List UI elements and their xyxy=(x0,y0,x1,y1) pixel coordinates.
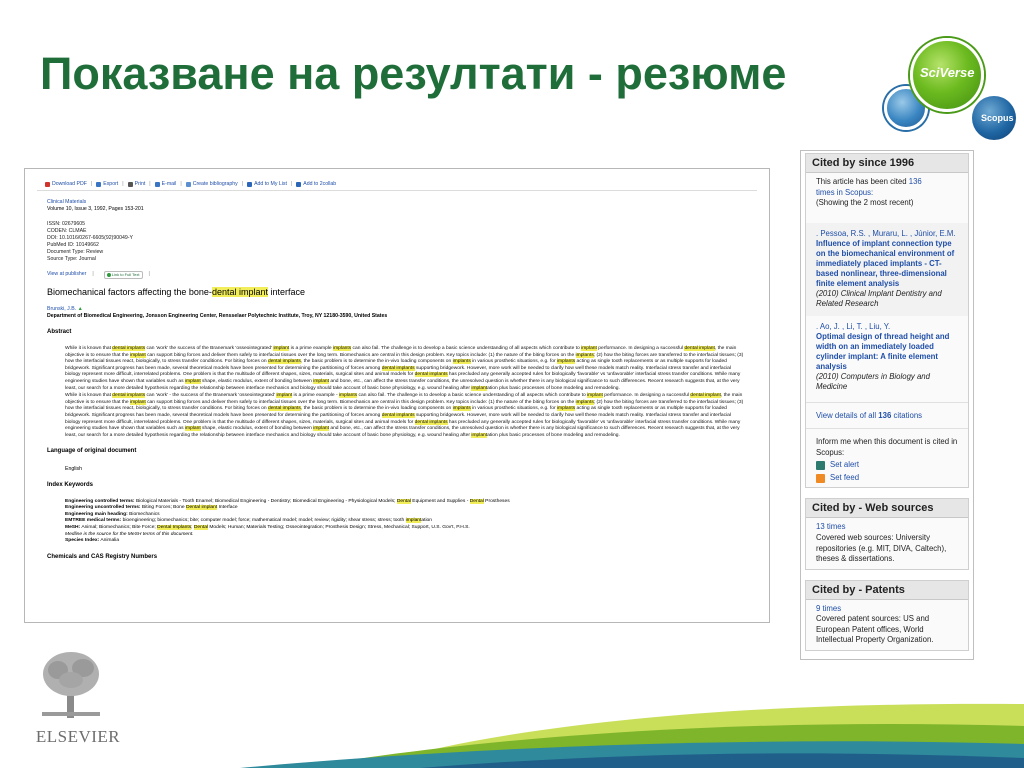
print-link[interactable]: Print xyxy=(128,181,146,188)
web-sources-title: Cited by - Web sources xyxy=(806,499,968,518)
search-term-highlight: implant xyxy=(313,378,329,384)
export-link[interactable]: Export xyxy=(96,181,118,188)
article-title: Biomechanical factors affecting the bone-dental implant interface xyxy=(47,286,306,297)
view-at-publisher-link[interactable]: View at publisher xyxy=(47,271,87,278)
search-term-highlight: dental implants xyxy=(112,393,146,399)
abstract-text xyxy=(47,346,747,440)
search-term-highlight: dental implants xyxy=(267,406,301,412)
keyword-row: Species Index: Animalia xyxy=(65,538,120,544)
meta-coden: CODEN: CLMAE xyxy=(47,228,87,235)
decorative-waves xyxy=(0,700,1024,768)
web-sources-box xyxy=(805,498,969,569)
keyword-row: Engineering main heading: Biomechanics xyxy=(65,511,160,517)
search-term-highlight: implant xyxy=(587,393,603,399)
web-sources-count-link[interactable]: 13 times xyxy=(816,522,846,532)
search-term-highlight: implants xyxy=(575,352,594,358)
search-term-highlight: Dental xyxy=(193,525,208,531)
set-feed-link[interactable]: Set feed xyxy=(816,473,958,484)
sciverse-logo-text: SciVerse xyxy=(920,65,975,80)
create-bibliography-link[interactable]: Create bibliography xyxy=(186,181,238,188)
cited-by-intro: This article has been cited 136 times in Scopus: (Showing the 2 most recent) xyxy=(816,177,922,208)
citation-item[interactable] xyxy=(806,223,968,316)
search-term-highlight: implant xyxy=(581,345,597,351)
citation-authors[interactable]: . Pessoa, R.S. , Muraru, L. , Júnior, E.M. xyxy=(816,228,956,238)
elsevier-logo xyxy=(26,650,130,750)
search-term-highlight: implant xyxy=(129,352,146,358)
abstract-heading: Abstract xyxy=(47,328,72,335)
meta-document-type: Document Type: Review xyxy=(47,249,104,256)
add-to-my-list-link[interactable]: Add to My List xyxy=(247,181,287,188)
search-term-highlight: Dental Implants xyxy=(157,525,192,531)
link-to-full-text-button[interactable]: Link to Full Text xyxy=(104,271,143,278)
patents-desc: Covered patent sources: US and European Patent offices, World Intellectual Property Organization. xyxy=(816,614,934,645)
publisher-links: View at publisher | Link to Full Text | xyxy=(47,271,150,278)
rss-feed-icon xyxy=(816,474,825,483)
search-term-highlight: Dental implant xyxy=(185,505,218,511)
view-all-citations-link[interactable]: View details of all 136 citations xyxy=(806,402,968,429)
abstract-paragraph: While it is known that dental implants can 'work' - the success of the Branemark 'osseointegrated' implant is a prime example - implants can also fail. The challenge is to develop a basic science understanding of all aspects which contribute to implant performance. In designing a successful dental implant, the main objective is to ensure that the implant can support biting forces and deliver them safely to interfacial tissues over the long term. Biomechanics are central in this design problem. Key topics include: (1) the nature of the biting forces on the implants; (2) how the biting forces are transferred to the interfacial tissues; (3) how the interfacial tissues react, biologically, to stress transfer conditions. For biting forces on dental implants, the basic problem is to determine the in-vivo loading components on implants in various prosthetic situations, e.g. for implants acting as single tooth replacements or as multiple supports for loaded bridgework. Significant progress has been made, several theoretical models have been presented for determining the partitioning of forces among dental implants supporting bridgework. However, more work will be needed to clarify how well these models match reality. Interfacial stress transfer and interfacial biology represent more difficult, interrelated problems. One problem is that the multitude of different shapes, sizes, materials, surgical sites and animal models for dental implants has precluded any generally accepted rules for biologically 'favorable' vs 'unfavorable' interfacial stress transfer conditions. While many engineering studies have shown that variables such as implant shape, elastic modulus, extent of bonding between implant and bone, etc., can affect the stress transfer conditions, the unresolved question is whether there is any biological significance to such differences. Recent research suggests that, at the very least, our search for a more detailed hypothesis regarding the relationship between interface mechanics and biology should take account of basic bone physiology, e.g. wound healing after implantation plus basic processes of bone modeling and remodeling. xyxy=(65,393,744,438)
search-term-highlight: implants xyxy=(556,406,576,412)
inform-text: Inform me when this document is cited in Scopus: xyxy=(816,437,958,457)
search-term-highlight: implants xyxy=(452,359,471,365)
patents-count-link[interactable]: 9 times xyxy=(816,603,842,613)
search-term-highlight: implant xyxy=(273,345,290,351)
search-term-highlight: dental implants xyxy=(381,412,415,418)
title-highlight: dental implant xyxy=(211,286,268,297)
search-term-highlight: implant xyxy=(313,426,329,432)
meta-source-type: Source Type: Journal xyxy=(47,256,96,263)
keyword-row: Engineering uncontrolled terms: Biting Forces; Bone Dental implant Interface xyxy=(65,505,238,511)
citation-title[interactable]: Optimal design of thread height and width on an immediately loaded cylinder implant: A finite element analysis xyxy=(816,331,950,372)
search-term-highlight: implants xyxy=(575,399,594,405)
set-alert-link[interactable]: Set alert xyxy=(816,460,958,471)
full-text-icon xyxy=(107,273,111,277)
search-term-highlight: implants xyxy=(338,393,358,399)
meta-doi: DOI: 10.1016/0267-6605(92)90049-Y xyxy=(47,235,133,242)
sciverse-scopus-logo xyxy=(884,38,1024,138)
author-link[interactable]: Brunski, J.B. xyxy=(47,305,77,312)
cited-by-box xyxy=(805,153,969,488)
cited-by-title: Cited by since 1996 xyxy=(806,154,968,173)
author-block xyxy=(47,306,747,313)
search-term-highlight: dental implant xyxy=(684,345,715,351)
keyword-row: MeSH: Animal; Biomechanics; Bite Force; Dental Implants; Dental Models; Human; Materials Testing; Osseointegration; Prosthesis Design; Stress, Mechanical; Support, U.S. Gov't, P.H.S. xyxy=(65,525,470,531)
download-pdf-link[interactable]: Download PDF xyxy=(45,181,87,188)
search-term-highlight: implant xyxy=(184,378,201,384)
export-icon xyxy=(96,182,101,187)
meta-pubmed-id: PubMed ID: 10149662 xyxy=(47,242,99,249)
pdf-icon xyxy=(45,182,50,187)
chemicals-heading: Chemicals and CAS Registry Numbers xyxy=(47,553,158,560)
citation-title[interactable]: Influence of implant connection type on the biomechanical environment of immediately placed implants - CT-based nonlinear, three-dimensional finite element analysis xyxy=(816,238,955,289)
meta-issn: ISSN: 02679605 xyxy=(47,221,86,228)
search-term-highlight: dental implants xyxy=(267,359,301,365)
document-toolbar: Download PDF | Export | Print | E-mail | Create bibliography | Add to My List | Add to 2collab xyxy=(37,179,757,191)
citation-source: (2010) Clinical Implant Dentistry and Related Research xyxy=(816,289,942,309)
keyword-row: Medline is the source for the MeSH terms of this document. xyxy=(65,531,194,537)
email-link[interactable]: E-mail xyxy=(155,181,177,188)
search-term-highlight: dental implants xyxy=(414,372,448,378)
search-term-highlight: dental implants xyxy=(112,345,146,351)
add-to-2collab-link[interactable]: Add to 2collab xyxy=(296,181,336,188)
search-term-highlight: dental implants xyxy=(414,419,448,425)
search-term-highlight: Dental xyxy=(396,498,411,504)
web-sources-desc: Covered web sources: University repositories (e.g. MIT, DIVA, Caltech), theses & dissertations. xyxy=(816,533,947,564)
search-term-highlight: implant xyxy=(276,393,293,399)
email-icon xyxy=(155,182,160,187)
search-term-highlight: dental implants xyxy=(381,365,415,371)
author-profile-icon[interactable]: ▲ xyxy=(77,305,83,312)
elsevier-tree-icon xyxy=(36,650,106,722)
index-keywords-list xyxy=(47,499,747,545)
record-meta xyxy=(47,221,747,263)
search-term-highlight: Dental xyxy=(469,498,484,504)
document-record-panel xyxy=(24,168,770,623)
search-term-highlight: implant xyxy=(405,518,422,524)
alert-icon xyxy=(816,461,825,470)
search-term-highlight: implant xyxy=(129,399,146,405)
search-term-highlight: implants xyxy=(332,345,352,351)
search-term-highlight: implant xyxy=(471,385,488,391)
cited-count-link[interactable]: 136 xyxy=(908,177,922,186)
search-term-highlight: implant xyxy=(184,426,201,432)
citation-item[interactable] xyxy=(806,316,968,399)
elsevier-wordmark: ELSEVIER xyxy=(35,727,121,746)
abstract-paragraph: While it is known that dental implants can 'work' the success of the Branemark 'osseointegrated' implant is a prime example implants can also fail. The challenge is to develop a basic science understanding of all aspects which contribute to implant performance. In designing a successful dental implant, the main objective is to ensure that the implant can support biting forces and deliver them safely to interfacial tissues over the long term. Biomechanics are central in this design problem. Key topics include: (1) the nature of the biting forces on the implants; (2) how the biting forces are transferred to the interfacial tissues; (3) how the interfacial tissues react, biologically, to stress transfer conditions. For biting forces on dental implants, the basic problem is to determine the in-vivo loading components on implants in various prosthetic situations, e.g. for implants acting as single tooth replacements or as multiple supports for loaded bridgework. Significant progress has been made, several theoretical models have been presented for determining the partitioning of forces among dental implants supporting bridgework. However, more work will be needed to clarify how well these models match reality. Interfacial stress transfer and interfacial biology represent more difficult, interrelated problems. One problem is that the multitude of different shapes, sizes, materials, surgical sites and animal models for dental implants has precluded any generally accepted rules for biologically 'favorable' vs 'unfavorable' interfacial stress transfer conditions. While many engineering studies have shown that variables such as implant shape, elastic modulus, extent of bonding between implant and bone, etc., can affect the stress transfer conditions, the unresolved question is whether there is any biological significance to such differences. Recent research suggests that, at the very least, our search for a more detailed hypothesis regarding the relationship between interface mechanics and biology should take account of basic bone physiology, e.g. wound healing after implantation plus basic processes of bone modeling and remodeling. xyxy=(65,345,744,391)
keyword-row: Engineering controlled terms: Biological Materials - Tooth Enamel; Biomedical Engineering - Dentistry; Biomedical Engineering - Physiological Models; Dental Equipment and Supplies - Dental Prostheses xyxy=(65,498,510,504)
search-term-highlight: implant xyxy=(471,432,488,438)
slide-title: Показване на резултати - резюме xyxy=(40,48,787,99)
alert-block xyxy=(806,433,968,487)
patents-title: Cited by - Patents xyxy=(806,581,968,600)
add-icon xyxy=(247,182,252,187)
affiliation: Department of Biomedical Engineering, Jonsson Engineering Center, Rensselaer Polytechnic Institute, Troy, NY 12180-3590, United States xyxy=(47,312,388,319)
language-heading: Language of original document xyxy=(47,448,137,455)
citation-authors[interactable]: . Ao, J. , Li, T. , Liu, Y. xyxy=(816,321,891,331)
patents-box xyxy=(805,580,969,651)
source-block xyxy=(47,199,747,213)
language-value: English xyxy=(65,465,83,472)
keyword-row: EMTREE medical terms: bioengineering; biomechanics; bite; computer model; force; mathematical model; model; review; rigidity; shear stress; stress; tooth implantation xyxy=(65,518,432,524)
bibliography-icon xyxy=(186,182,191,187)
source-title-link[interactable]: Clinical Materials xyxy=(47,199,87,205)
search-term-highlight: implants xyxy=(556,359,576,365)
search-term-highlight: dental implant xyxy=(690,393,721,399)
collab-icon xyxy=(296,182,301,187)
print-icon xyxy=(128,182,133,187)
citation-source: (2010) Computers in Biology and Medicine xyxy=(816,372,930,392)
index-keywords-heading: Index Keywords xyxy=(47,481,94,488)
source-detail: Volume 10, Issue 3, 1992, Pages 153-201 xyxy=(47,206,144,213)
cited-by-sidebar xyxy=(800,150,974,660)
search-term-highlight: implants xyxy=(452,406,471,412)
scopus-logo-text: Scopus xyxy=(981,113,1014,123)
